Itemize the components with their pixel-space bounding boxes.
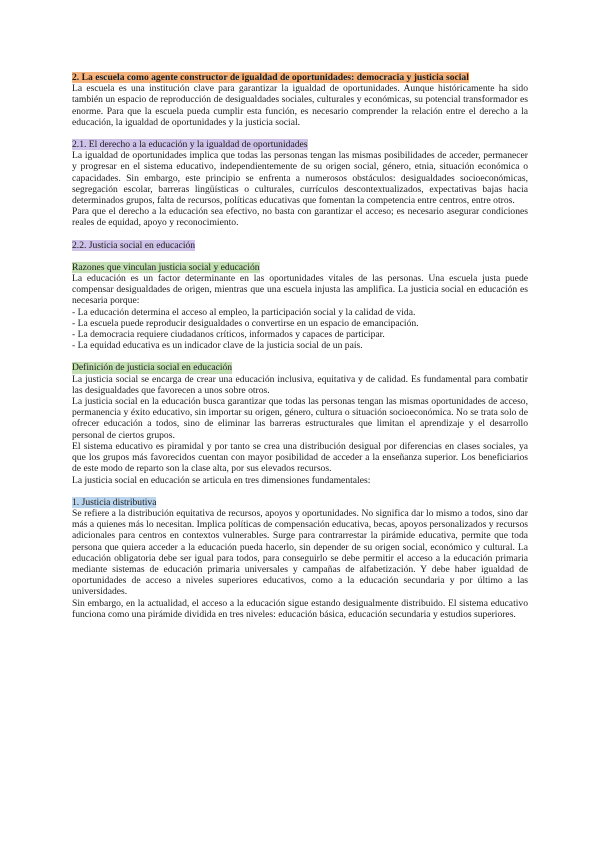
definition-heading-text: Definición de justicia social en educación — [72, 362, 233, 374]
spacer — [72, 486, 528, 497]
definition-paragraph-2: La justicia social en la educación busca garantizar que todas las personas tengan las mismas oportunidades de acceso, permanencia y éxito educativo, sin importar su origen, género, cultura o situación socioeconómica. No se trata solo de ofrecer educación a todos, sino de eliminar las barreras estructurales que limitan el aprendizaje y el desarrollo personal de ciertos grupos. — [72, 396, 528, 441]
definition-paragraph-4: La justicia social en educación se articula en tres dimensiones fundamentales: — [72, 474, 371, 486]
spacer — [72, 128, 528, 139]
spacer — [72, 351, 528, 362]
list-item: - La democracia requiere ciudadanos críticos, informados y capaces de participar. — [72, 329, 385, 341]
reasons-paragraph: La educación es un factor determinante en las oportunidades vitales de las personas. Una escuela justa puede compensar desigualdades de origen, mientras que una escuela injusta las amplifica. La justicia social en educación es necesaria porque: — [72, 273, 528, 307]
section-2-1-paragraph-1: La igualdad de oportunidades implica que todas las personas tengan las mismas posibilidades de acceder, permanecer y progresar en el sistema educativo, independientemente de su origen social, género, etnia, situación económica o capacidades. Sin embargo, este principio se enfrenta a numerosos obstáculos: desigualdades socioeconómicas, segregación escolar, barreras lingüísticas o culturales, currículos descontextualizados, expectativas bajas hacia determinados grupos, falta de recursos, políticas educativas que fomentan la competencia entre centros, entre otros. — [72, 150, 528, 207]
reasons-heading-text: Razones que vinculan justicia social y educación — [72, 261, 260, 273]
list-item: - La educación determina el acceso al empleo, la participación social y la calidad de vida. — [72, 306, 416, 318]
spacer — [72, 251, 528, 262]
distributive-paragraph-2: Sin embargo, en la actualidad, el acceso a la educación sigue estando desigualmente distribuido. El sistema educativo funciona como una pirámide dividida en tres niveles: educación básica, educación secundaria y estudios superiores. — [72, 597, 528, 620]
list-item: - La escuela puede reproducir desigualdades o convertirse en un espacio de emancipación. — [72, 317, 419, 329]
section-2-1-heading-text: 2.1. El derecho a la educación y la igualdad de oportunidades — [72, 139, 308, 151]
section-2-2-heading — [72, 240, 528, 251]
definition-paragraph-1: La justicia social se encarga de crear una educación inclusiva, equitativa y de calidad. Es fundamental para combatir las desigualdades que favorecen a unos sobre otros. — [72, 373, 528, 396]
document-page — [72, 72, 528, 620]
definition-paragraph-3: El sistema educativo es piramidal y por tanto se crea una distribución desigual por diferencias en clases sociales, ya que los grupos más favorecidos cuentan con mayor posibilidad de acceder a la enseñanza superior. Los beneficiarios de este modo de reparto son la clase alta, por sus elevados recursos. — [72, 440, 528, 475]
definition-heading — [72, 362, 528, 373]
spacer — [72, 229, 528, 240]
list-item: - La equidad educativa es un indicador clave de la justicia social de un país. — [72, 340, 363, 352]
section-2-1-heading — [72, 139, 528, 150]
distributive-heading-text: 1. Justicia distributiva — [72, 496, 157, 508]
distributive-heading — [72, 497, 528, 508]
section-2-2-heading-text: 2.2. Justicia social en educación — [72, 239, 196, 251]
section-2-1-paragraph-2: Para que el derecho a la educación sea efectivo, no basta con garantizar el acceso; es necesario asegurar condiciones reales de equidad, apoyo y reconocimiento. — [72, 206, 528, 229]
reasons-list — [72, 307, 528, 352]
reasons-heading — [72, 262, 528, 273]
main-heading — [72, 72, 528, 83]
distributive-paragraph-1: Se refiere a la distribución equitativa de recursos, apoyos y oportunidades. No significa dar lo mismo a todos, sino dar más a quienes más lo necesitan. Implica políticas de compensación educativa, becas, apoyos personalizados y recursos adicionales para centros en contextos vulnerables. Surge para contrarrestar la pirámide educativa, permite que toda persona que quiera acceder a la educación pueda hacerlo, sin depender de su origen social, económico y cultural. La educación obligatoria debe ser igual para todos, para conseguirlo se debe permitir el acceso a la educación primaria mediante sistemas de educación primaria universales y campañas de alfabetización. Y debe haber igualdad de oportunidades de acceso a niveles superiores educativos, como a la educación secundaria y por último a las universidades. — [72, 507, 528, 598]
main-heading-text: 2. La escuela como agente constructor de igualdad de oportunidades: democracia y justicia social — [72, 72, 469, 83]
intro-paragraph: La escuela es una institución clave para garantizar la igualdad de oportunidades. Aunque históricamente ha sido también un espacio de reproducción de desigualdades sociales, culturales y económicas, su potencial transformador es enorme. Para que la escuela pueda cumplir esta función, es necesario comprender la relación entre el derecho a la educación, la igualdad de oportunidades y la justicia social. — [72, 83, 528, 128]
